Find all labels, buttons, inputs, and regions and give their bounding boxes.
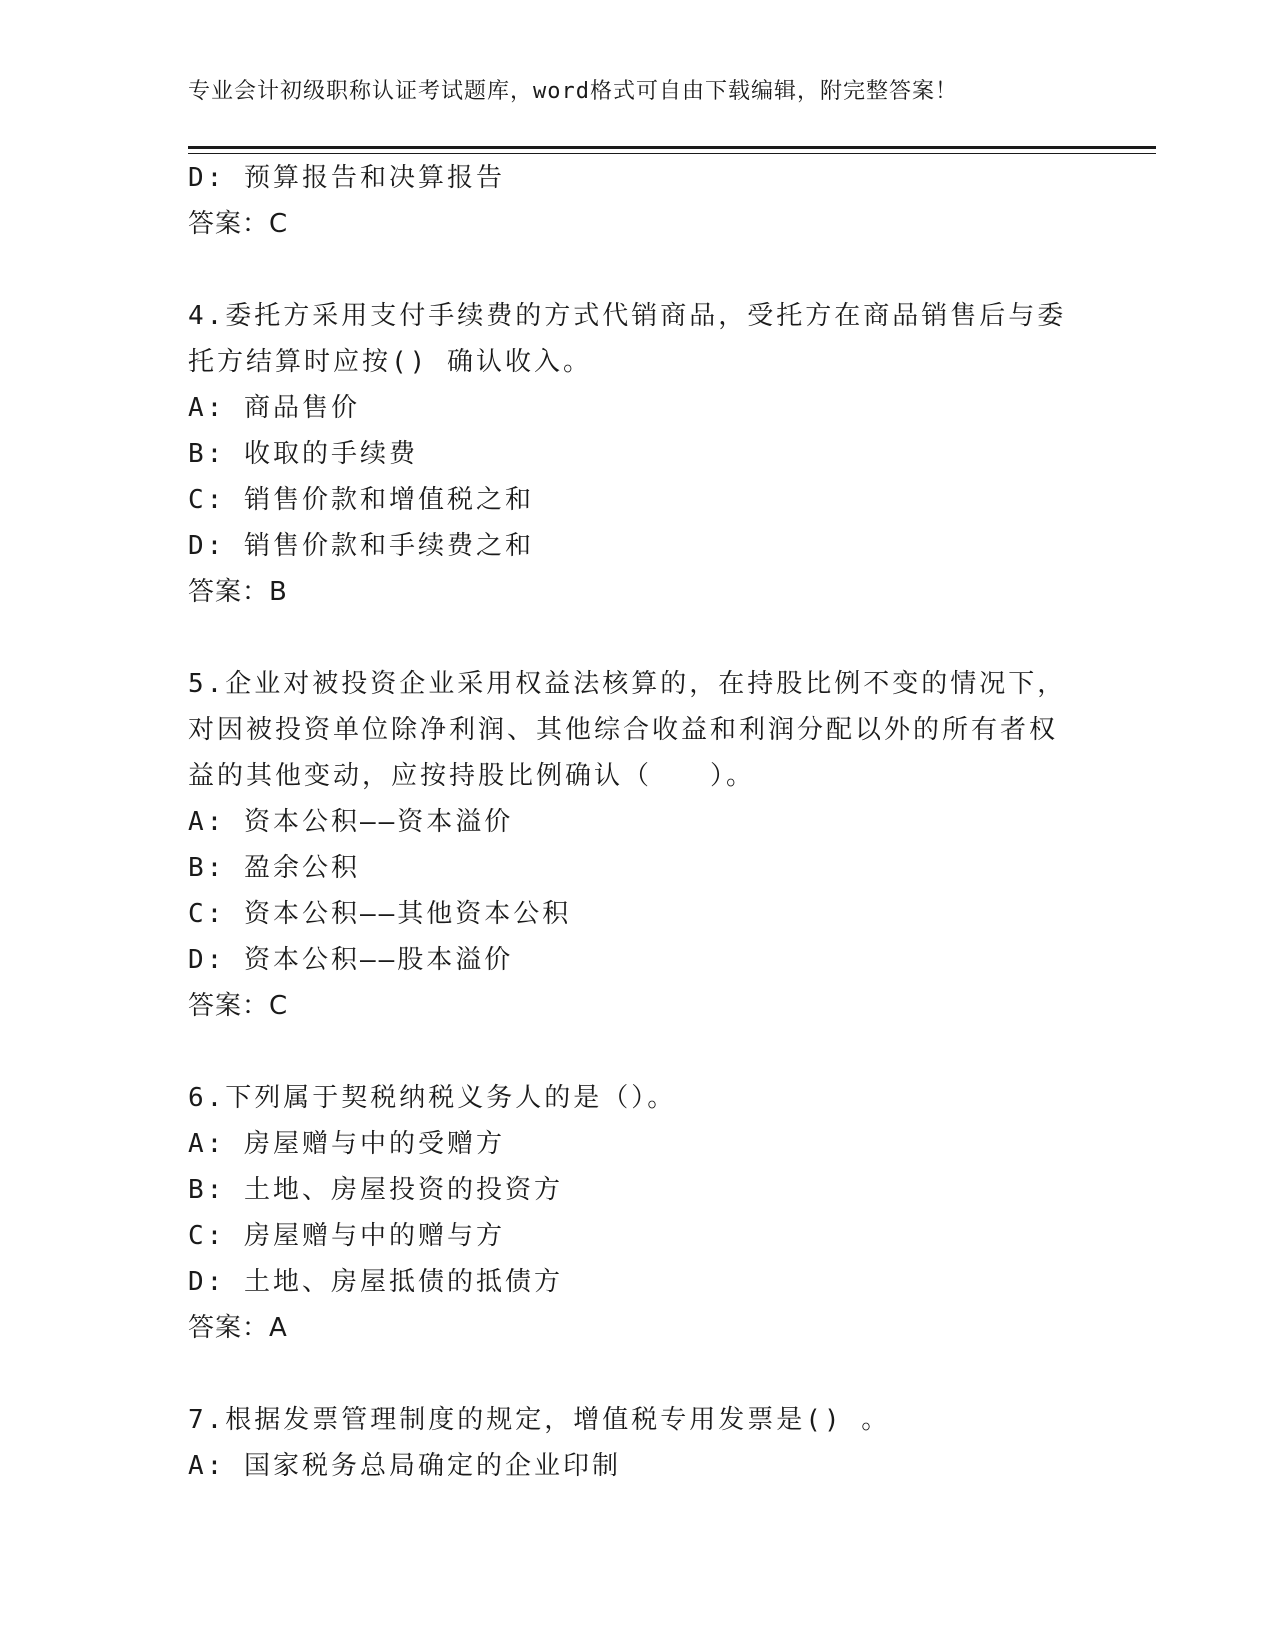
spacer <box>188 1351 1068 1397</box>
answer: 答案：C <box>188 991 289 1021</box>
spacer <box>188 247 1068 293</box>
option-c: C: 资本公积——其他资本公积 <box>188 899 572 929</box>
question-stem: 托方结算时应按() 确认收入。 <box>188 347 592 377</box>
question-block <box>188 293 1068 615</box>
spacer <box>188 1029 1068 1075</box>
option-d: D: 预算报告和决算报告 <box>188 163 505 193</box>
question-stem: 对因被投资单位除净利润、其他综合收益和利润分配以外的所有者权 <box>188 715 1059 745</box>
question-stem: 4.委托方采用支付手续费的方式代销商品，受托方在商品销售后与委 <box>188 301 1067 331</box>
page-header: 专业会计初级职称认证考试题库，word格式可自由下载编辑，附完整答案！ <box>188 79 958 104</box>
option-c: C: 销售价款和增值税之和 <box>188 485 534 515</box>
option-d: D: 资本公积——股本溢价 <box>188 945 514 975</box>
option-d: D: 土地、房屋抵债的抵债方 <box>188 1267 563 1297</box>
answer: 答案：C <box>188 209 289 239</box>
spacer <box>188 615 1068 661</box>
question-stem: 益的其他变动，应按持股比例确认（ ）。 <box>188 761 756 791</box>
option-b: B: 收取的手续费 <box>188 439 418 469</box>
option-c: C: 房屋赠与中的赠与方 <box>188 1221 505 1251</box>
option-a: A: 房屋赠与中的受赠方 <box>188 1129 505 1159</box>
answer: 答案：B <box>188 577 288 607</box>
question-block <box>188 1075 1068 1351</box>
document-body <box>188 155 1068 1489</box>
option-a: A: 资本公积——资本溢价 <box>188 807 514 837</box>
header-rule-thin <box>188 153 1156 154</box>
answer: 答案：A <box>188 1313 288 1343</box>
option-a: A: 商品售价 <box>188 393 360 423</box>
option-b: B: 盈余公积 <box>188 853 360 883</box>
question-stem: 6.下列属于契税纳税义务人的是（）。 <box>188 1083 677 1113</box>
question-block <box>188 661 1068 1029</box>
option-d: D: 销售价款和手续费之和 <box>188 531 534 561</box>
question-stem: 7.根据发票管理制度的规定，增值税专用发票是() 。 <box>188 1405 891 1435</box>
header-rule-thick <box>188 146 1156 149</box>
question-stem: 5.企业对被投资企业采用权益法核算的，在持股比例不变的情况下， <box>188 669 1067 699</box>
question-block <box>188 1397 1068 1489</box>
option-b: B: 土地、房屋投资的投资方 <box>188 1175 563 1205</box>
option-a: A: 国家税务总局确定的企业印制 <box>188 1451 621 1481</box>
